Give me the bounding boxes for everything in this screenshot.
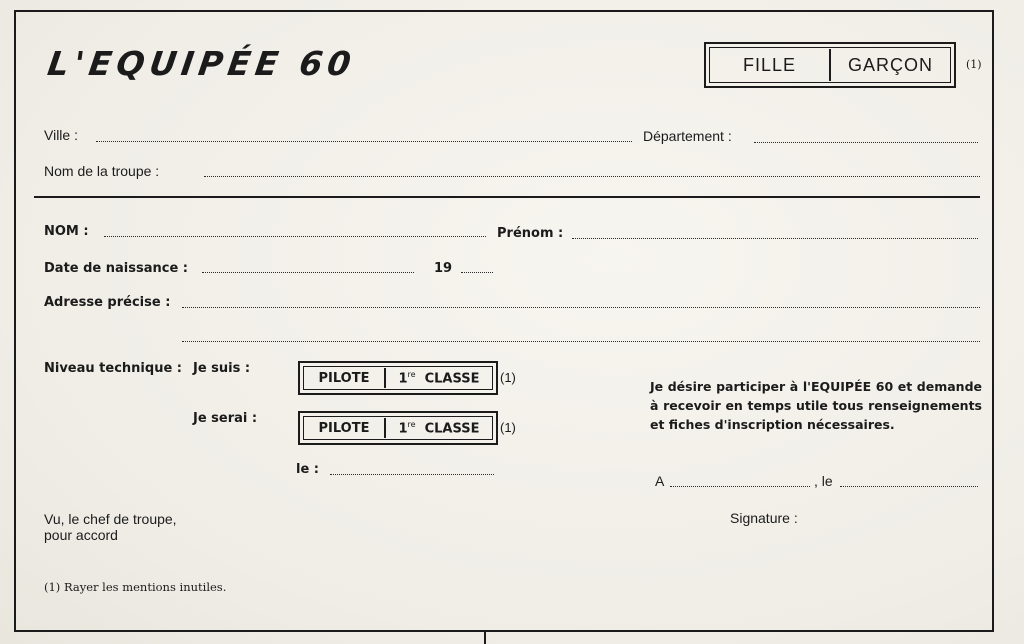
- current-level-first-class[interactable]: 1re CLASSE: [398, 369, 480, 387]
- footnote: (1) Rayer les mentions inutiles.: [44, 580, 227, 594]
- form-frame: [14, 10, 994, 632]
- departement-label: Département :: [643, 128, 732, 144]
- target-level-selector: [298, 411, 498, 445]
- target-level-pilote[interactable]: PILOTE: [318, 420, 370, 436]
- prenom-label: Prénom :: [497, 226, 564, 241]
- place-field[interactable]: [670, 486, 810, 487]
- gender-selector: [704, 42, 956, 88]
- le-label: le :: [296, 462, 319, 477]
- nom-label: NOM :: [44, 224, 89, 239]
- form-title: L'EQUIPÉE 60: [45, 44, 359, 83]
- gender-option-fille[interactable]: FILLE: [742, 54, 797, 75]
- gender-footnote-ref: (1): [966, 58, 982, 71]
- place-le-label: , le: [814, 473, 833, 489]
- place-date-field[interactable]: [840, 486, 978, 487]
- gender-option-garcon[interactable]: GARÇON: [847, 54, 933, 75]
- je-serai-label: Je serai :: [193, 411, 258, 426]
- year-prefix: 19: [434, 261, 453, 276]
- signature-label: Signature :: [730, 510, 798, 526]
- niveau-label: Niveau technique :: [44, 361, 182, 376]
- target-level-note-ref: (1): [500, 420, 516, 435]
- chef-troupe-line2: pour accord: [44, 527, 118, 543]
- le-date-field[interactable]: [330, 474, 494, 475]
- nom-troupe-field[interactable]: [204, 176, 980, 177]
- section-divider: [34, 196, 980, 198]
- chef-troupe-line1: Vu, le chef de troupe,: [44, 511, 177, 527]
- date-naissance-label: Date de naissance :: [44, 261, 189, 276]
- fold-mark: [484, 632, 486, 644]
- place-a-label: A: [655, 473, 665, 489]
- year-field[interactable]: [461, 272, 493, 273]
- nom-field[interactable]: [104, 236, 486, 237]
- je-suis-label: Je suis :: [193, 361, 251, 376]
- prenom-field[interactable]: [572, 238, 978, 239]
- declaration-text: Je désire participer à l'EQUIPÉE 60 et demande à recevoir en temps utile tous renseignements et fiches d'inscription nécessaires.: [650, 379, 982, 432]
- date-naissance-field[interactable]: [202, 272, 414, 273]
- adresse-field-line2[interactable]: [182, 341, 980, 342]
- adresse-label: Adresse précise :: [44, 295, 171, 310]
- current-level-selector: [298, 361, 498, 395]
- adresse-field-line1[interactable]: [182, 307, 980, 308]
- ville-label: Ville :: [44, 127, 78, 143]
- current-level-note-ref: (1): [500, 370, 516, 385]
- departement-field[interactable]: [754, 142, 978, 143]
- current-level-pilote[interactable]: PILOTE: [318, 370, 370, 386]
- ville-field[interactable]: [96, 141, 632, 142]
- nom-troupe-label: Nom de la troupe :: [44, 163, 160, 179]
- target-level-first-class[interactable]: 1re CLASSE: [398, 419, 480, 437]
